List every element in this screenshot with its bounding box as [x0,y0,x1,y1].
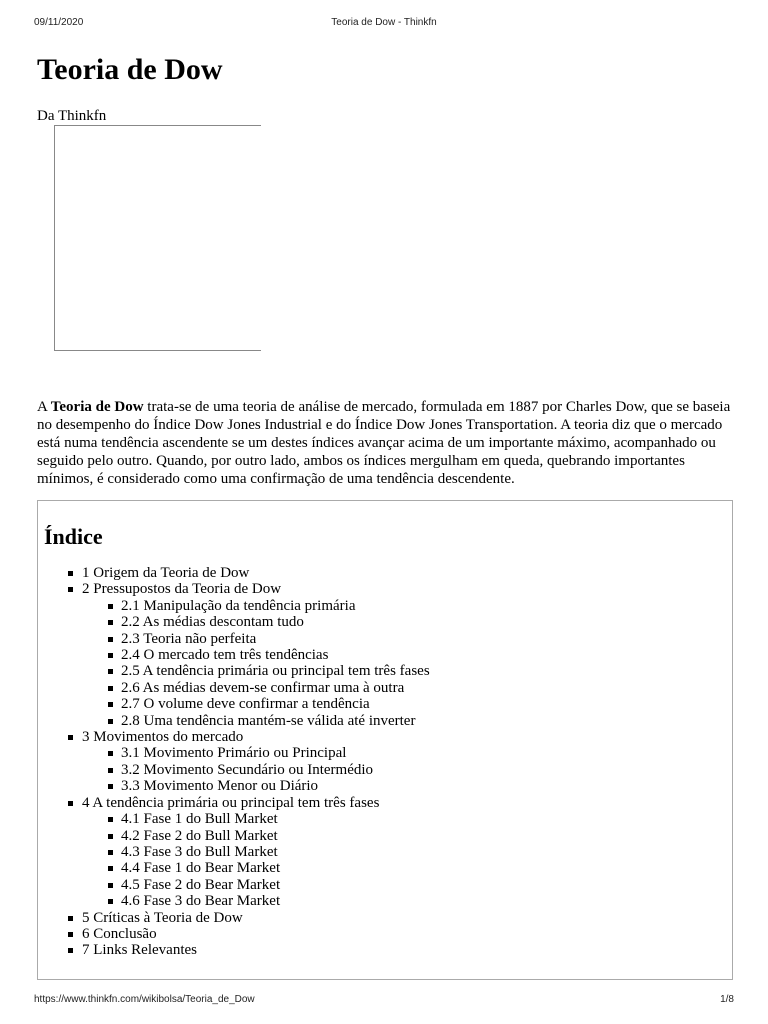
toc-subitem [108,745,430,761]
toc-subitem [108,893,430,909]
toc-item [68,926,430,942]
bullet-icon [68,948,73,953]
toc-sublink[interactable]: 2.4 O mercado tem três tendências [121,647,329,664]
toc-sublink[interactable]: 2.6 As médias devem-se confirmar uma à outra [121,679,405,696]
toc-sublink[interactable]: 2.3 Teoria não perfeita [121,630,257,647]
bullet-icon [108,883,113,888]
toc-subitem [108,778,430,794]
toc-link[interactable]: 1 Origem da Teoria de Dow [82,565,250,581]
toc-item [68,581,430,729]
toc-subitem [108,680,430,696]
toc-sublink[interactable]: 2.2 As médias descontam tudo [121,614,304,631]
toc-subitem [108,614,430,630]
toc-subitem [108,860,430,876]
toc-subitem [108,762,430,778]
toc-sublist [82,811,430,909]
print-date: 09/11/2020 [34,17,84,28]
bullet-icon [108,719,113,724]
bullet-icon [108,866,113,871]
toc-link[interactable]: 7 Links Relevantes [82,942,197,959]
toc-subitem [108,631,430,647]
toc-sublink[interactable]: 4.2 Fase 2 do Bull Market [121,827,278,844]
intro-bold-term: Teoria de Dow [50,399,144,415]
toc-item [68,565,430,581]
bullet-icon [108,768,113,773]
toc-sublink[interactable]: 3.2 Movimento Secundário ou Intermédio [121,761,374,778]
toc-sublink[interactable]: 2.7 O volume deve confirmar a tendência [121,696,370,713]
toc-item [68,729,430,795]
bullet-icon [68,571,73,576]
bullet-icon [108,850,113,855]
image-placeholder [54,125,261,351]
bullet-icon [108,834,113,839]
bullet-icon [108,784,113,789]
toc-title: Índice [44,524,103,549]
toc-subitem [108,844,430,860]
toc-link[interactable]: 6 Conclusão [82,925,157,942]
page-number: 1/8 [720,994,734,1005]
toc-sublink[interactable]: 4.4 Fase 1 do Bear Market [121,860,281,877]
bullet-icon [108,604,113,609]
bullet-icon [108,899,113,904]
toc-subitem [108,598,430,614]
toc-subitem [108,713,430,729]
toc-link[interactable]: 5 Críticas à Teoria de Dow [82,909,243,926]
intro-paragraph [37,398,734,488]
site-attribution: Da Thinkfn [37,108,107,124]
toc-subitem [108,663,430,679]
toc-link[interactable]: 2 Pressupostos da Teoria de Dow [82,581,282,598]
bullet-icon [68,587,73,592]
bullet-icon [108,817,113,822]
print-url: https://www.thinkfn.com/wikibolsa/Teoria_de_Dow [34,994,255,1005]
toc-sublink[interactable]: 3.3 Movimento Menor ou Diário [121,778,319,795]
page-title: Teoria de Dow [37,53,223,86]
toc-list [68,565,430,959]
table-of-contents [37,500,733,980]
intro-text: trata-se de uma teoria de análise de mercado, formulada em 1887 por Charles Dow, que se baseia no desempenho do Índice Dow Jones Industrial e do Índice Dow Jones Transportation. A teoria diz que o mercado está numa tendência ascendente se um destes índices avançar acima de um importante máximo, acompanhado ou seguido pelo outro. Quando, por outro lado, ambos os índices mergulham em queda, quebrando importantes mínimos, é considerado como uma confirmação de uma tendência descendente. [37,399,731,487]
bullet-icon [108,653,113,658]
toc-sublink[interactable]: 3.1 Movimento Primário ou Principal [121,745,347,762]
bullet-icon [108,751,113,756]
print-footer [34,994,734,1008]
bullet-icon [108,620,113,625]
bullet-icon [68,801,73,806]
bullet-icon [68,916,73,921]
toc-item [68,910,430,926]
toc-link[interactable]: 4 A tendência primária ou principal tem três fases [82,794,380,811]
bullet-icon [108,702,113,707]
toc-subitem [108,696,430,712]
bullet-icon [68,932,73,937]
toc-subitem [108,647,430,663]
toc-item [68,942,430,958]
bullet-icon [108,669,113,674]
toc-link[interactable]: 3 Movimentos do mercado [82,729,244,746]
toc-sublink[interactable]: 4.5 Fase 2 do Bear Market [121,876,281,893]
print-page-title: Teoria de Dow - Thinkfn [331,17,437,28]
bullet-icon [68,735,73,740]
toc-sublink[interactable]: 2.1 Manipulação da tendência primária [121,597,356,614]
toc-subitem [108,877,430,893]
toc-subitem [108,811,430,827]
toc-sublink[interactable]: 4.1 Fase 1 do Bull Market [121,811,278,828]
toc-sublink[interactable]: 2.8 Uma tendência mantém-se válida até inverter [121,712,416,729]
toc-item [68,795,430,910]
toc-subitem [108,828,430,844]
bullet-icon [108,637,113,642]
toc-sublist [82,598,430,729]
toc-sublink[interactable]: 2.5 A tendência primária ou principal tem três fases [121,663,430,680]
intro-prefix: A [37,399,51,415]
toc-sublink[interactable]: 4.6 Fase 3 do Bear Market [121,893,281,910]
toc-sublink[interactable]: 4.3 Fase 3 do Bull Market [121,843,278,860]
toc-sublist [82,745,430,794]
print-header [34,17,734,31]
bullet-icon [108,686,113,691]
